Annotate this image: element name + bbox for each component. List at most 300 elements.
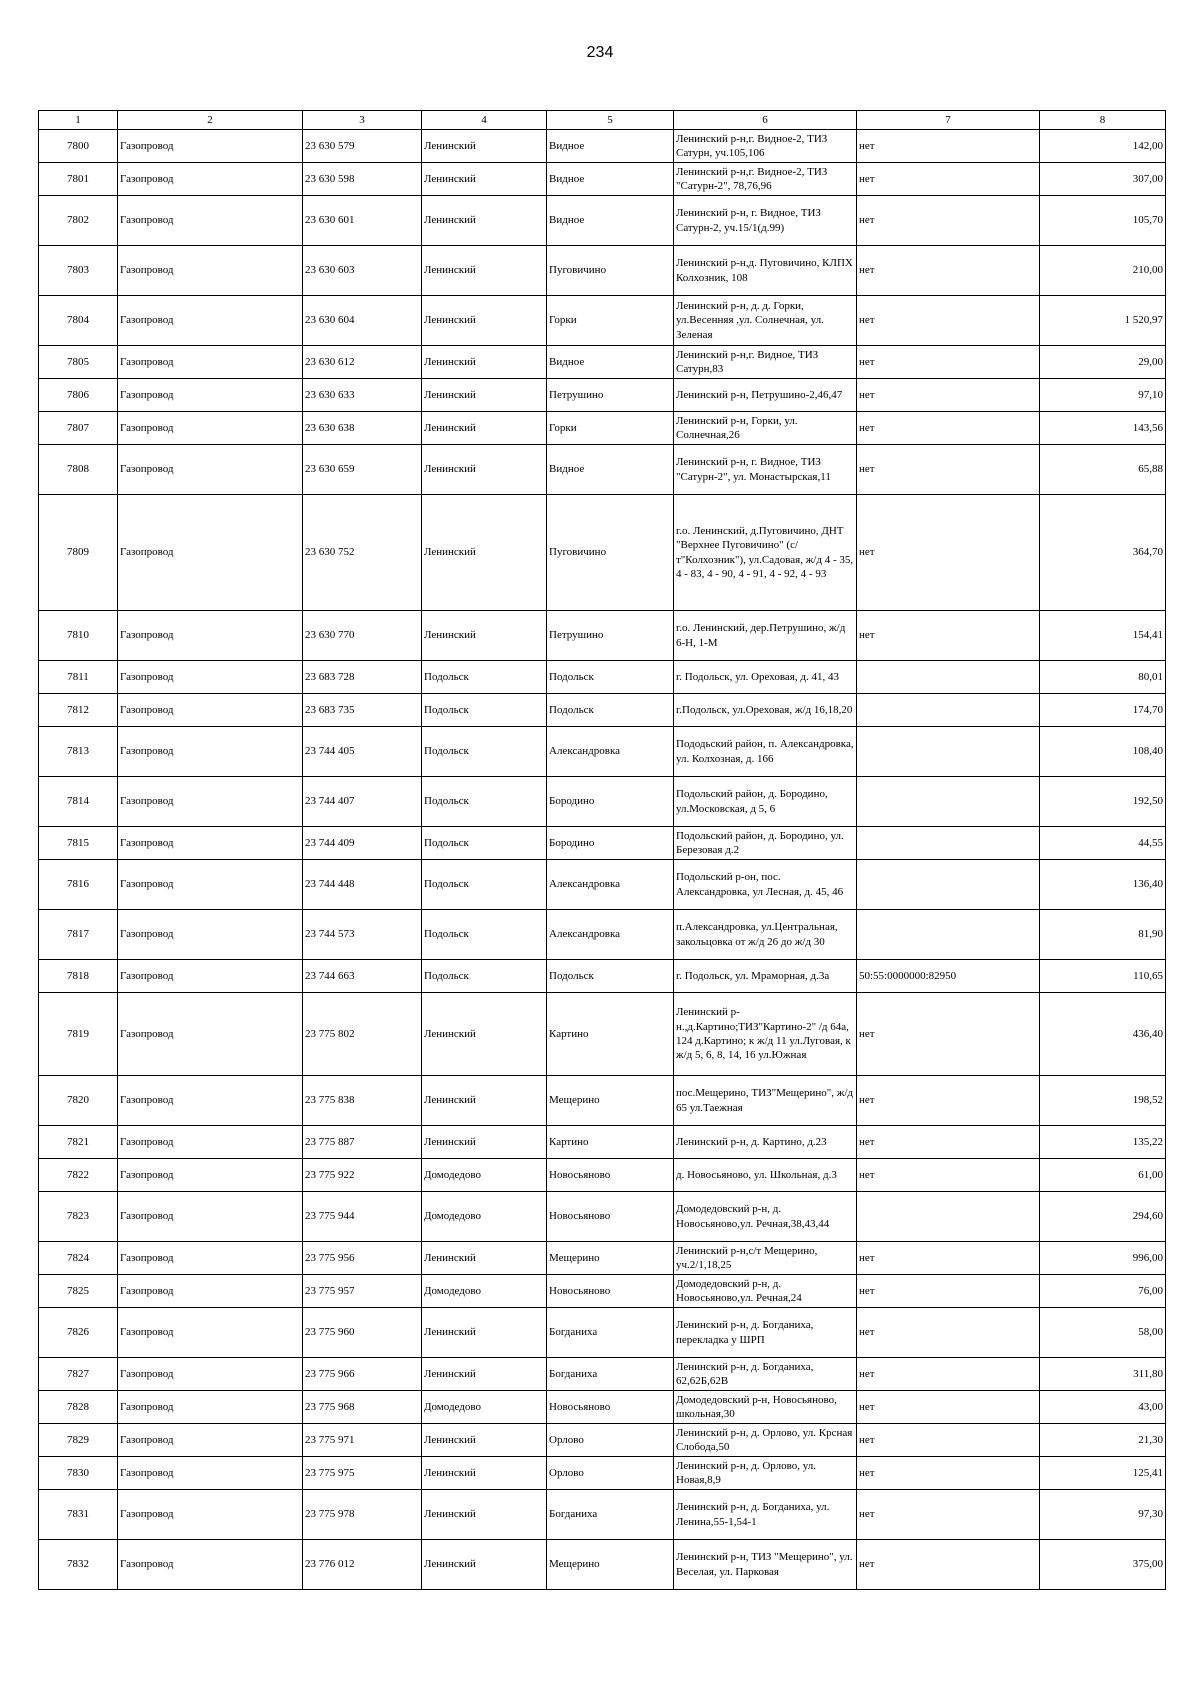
district-cell: Ленинский	[422, 379, 547, 412]
district-cell: Ленинский	[422, 130, 547, 163]
row-number-cell: 7824	[39, 1242, 118, 1275]
row-number-cell: 7812	[39, 694, 118, 727]
locality-cell: Подольск	[547, 661, 674, 694]
row-number-cell: 7804	[39, 296, 118, 346]
address-cell: Ленинский р-н, г. Видное, ТИЗ Сатурн-2, уч.15/1(д.99)	[674, 196, 857, 246]
table-row	[39, 1242, 1166, 1275]
column-header: 3	[303, 111, 422, 130]
area-cell: 65,88	[1040, 445, 1166, 495]
address-cell: Ленинский р-н,г. Видное-2, ТИЗ Сатурн, уч.105,106	[674, 130, 857, 163]
object-type-cell: Газопровод	[118, 960, 303, 993]
address-cell: Ленинский р-н,г. Видное-2, ТИЗ "Сатурн-2", 78,76,96	[674, 163, 857, 196]
cadastral-cell	[857, 910, 1040, 960]
table-row	[39, 1490, 1166, 1540]
area-cell: 210,00	[1040, 246, 1166, 296]
address-cell: Ленинский р-н.,д.Картино;ТИЗ"Картино-2" /д 64а, 124 д.Картино; к ж/д 11 ул.Луговая, к ж/д 5, 6, 8, 14, 16 ул.Южная	[674, 993, 857, 1076]
district-cell: Ленинский	[422, 611, 547, 661]
address-cell: Домодедовский р-н, д. Новосьяново,ул. Речная,24	[674, 1275, 857, 1308]
object-type-cell: Газопровод	[118, 1275, 303, 1308]
cadastral-cell: нет	[857, 1308, 1040, 1358]
district-cell: Ленинский	[422, 1076, 547, 1126]
column-header: 7	[857, 111, 1040, 130]
row-number-cell: 7819	[39, 993, 118, 1076]
area-cell: 97,10	[1040, 379, 1166, 412]
row-number-cell: 7820	[39, 1076, 118, 1126]
column-header: 6	[674, 111, 857, 130]
cadastral-cell: нет	[857, 1540, 1040, 1590]
locality-cell: Картино	[547, 1126, 674, 1159]
cadastral-cell: нет	[857, 412, 1040, 445]
area-cell: 154,41	[1040, 611, 1166, 661]
row-number-cell: 7823	[39, 1192, 118, 1242]
district-cell: Ленинский	[422, 296, 547, 346]
row-number-cell: 7825	[39, 1275, 118, 1308]
object-type-cell: Газопровод	[118, 777, 303, 827]
cadastral-cell: нет	[857, 1076, 1040, 1126]
object-type-cell: Газопровод	[118, 1126, 303, 1159]
address-cell: Ленинский р-н,д. Пуговичино, КЛПХ Колхозник, 108	[674, 246, 857, 296]
area-cell: 136,40	[1040, 860, 1166, 910]
table-row	[39, 960, 1166, 993]
object-code-cell: 23 776 012	[303, 1540, 422, 1590]
cadastral-cell: нет	[857, 1126, 1040, 1159]
locality-cell: Подольск	[547, 694, 674, 727]
object-code-cell: 23 775 960	[303, 1308, 422, 1358]
object-type-cell: Газопровод	[118, 910, 303, 960]
table-row	[39, 1159, 1166, 1192]
row-number-cell: 7817	[39, 910, 118, 960]
object-code-cell: 23 630 612	[303, 346, 422, 379]
address-cell: Ленинский р-н, Горки, ул. Солнечная,26	[674, 412, 857, 445]
object-type-cell: Газопровод	[118, 1192, 303, 1242]
table-row	[39, 1391, 1166, 1424]
locality-cell: Петрушино	[547, 611, 674, 661]
object-code-cell: 23 775 968	[303, 1391, 422, 1424]
area-cell: 311,80	[1040, 1358, 1166, 1391]
locality-cell: Орлово	[547, 1457, 674, 1490]
address-cell: Ленинский р-н, г. Видное, ТИЗ "Сатурн-2", ул. Монастырская,11	[674, 445, 857, 495]
address-cell: Домодедовский р-н, д. Новосьяново,ул. Речная,38,43,44	[674, 1192, 857, 1242]
object-type-cell: Газопровод	[118, 993, 303, 1076]
table-row	[39, 1308, 1166, 1358]
cadastral-cell: нет	[857, 130, 1040, 163]
object-type-cell: Газопровод	[118, 1391, 303, 1424]
area-cell: 364,70	[1040, 495, 1166, 611]
table-row	[39, 993, 1166, 1076]
locality-cell: Видное	[547, 346, 674, 379]
cadastral-cell	[857, 661, 1040, 694]
address-cell: г. Подольск, ул. Ореховая, д. 41, 43	[674, 661, 857, 694]
row-number-cell: 7828	[39, 1391, 118, 1424]
cadastral-cell: нет	[857, 1424, 1040, 1457]
object-type-cell: Газопровод	[118, 827, 303, 860]
address-cell: п.Александровка, ул.Центральная, закольцовка от ж/д 26 до ж/д 30	[674, 910, 857, 960]
table-row	[39, 611, 1166, 661]
district-cell: Ленинский	[422, 993, 547, 1076]
locality-cell: Новосьяново	[547, 1159, 674, 1192]
row-number-cell: 7816	[39, 860, 118, 910]
column-header: 1	[39, 111, 118, 130]
locality-cell: Видное	[547, 163, 674, 196]
object-type-cell: Газопровод	[118, 379, 303, 412]
cadastral-cell: нет	[857, 196, 1040, 246]
object-type-cell: Газопровод	[118, 163, 303, 196]
cadastral-cell: нет	[857, 1275, 1040, 1308]
row-number-cell: 7814	[39, 777, 118, 827]
cadastral-cell: нет	[857, 1457, 1040, 1490]
object-code-cell: 23 744 663	[303, 960, 422, 993]
table-row	[39, 1457, 1166, 1490]
address-cell: Ленинский р-н, ТИЗ "Мещерино", ул. Веселая, ул. Парковая	[674, 1540, 857, 1590]
table-row	[39, 196, 1166, 246]
table-row	[39, 1540, 1166, 1590]
row-number-cell: 7830	[39, 1457, 118, 1490]
object-type-cell: Газопровод	[118, 1457, 303, 1490]
table-row	[39, 727, 1166, 777]
object-type-cell: Газопровод	[118, 727, 303, 777]
cadastral-cell: нет	[857, 379, 1040, 412]
area-cell: 44,55	[1040, 827, 1166, 860]
row-number-cell: 7807	[39, 412, 118, 445]
row-number-cell: 7813	[39, 727, 118, 777]
area-cell: 198,52	[1040, 1076, 1166, 1126]
object-code-cell: 23 744 407	[303, 777, 422, 827]
address-cell: Пододьский район, п. Александровка, ул. Колхозная, д. 166	[674, 727, 857, 777]
object-code-cell: 23 630 638	[303, 412, 422, 445]
column-header: 2	[118, 111, 303, 130]
cadastral-cell	[857, 1192, 1040, 1242]
table-row	[39, 346, 1166, 379]
table-row	[39, 1076, 1166, 1126]
row-number-cell: 7831	[39, 1490, 118, 1540]
district-cell: Домодедово	[422, 1159, 547, 1192]
address-cell: г. Подольск, ул. Мраморная, д.3а	[674, 960, 857, 993]
address-cell: Домодедовский р-н, Новосьяново, школьная,30	[674, 1391, 857, 1424]
district-cell: Домодедово	[422, 1275, 547, 1308]
address-cell: Ленинский р-н, д. Богданиха, ул. Ленина,55-1,54-1	[674, 1490, 857, 1540]
row-number-cell: 7822	[39, 1159, 118, 1192]
district-cell: Ленинский	[422, 412, 547, 445]
district-cell: Ленинский	[422, 1308, 547, 1358]
address-cell: Ленинский р-н, д. Картино, д.23	[674, 1126, 857, 1159]
table-row	[39, 1192, 1166, 1242]
row-number-cell: 7800	[39, 130, 118, 163]
locality-cell: Александровка	[547, 860, 674, 910]
object-code-cell: 23 775 975	[303, 1457, 422, 1490]
object-type-cell: Газопровод	[118, 1358, 303, 1391]
district-cell: Подольск	[422, 960, 547, 993]
row-number-cell: 7818	[39, 960, 118, 993]
object-type-cell: Газопровод	[118, 661, 303, 694]
column-header: 8	[1040, 111, 1166, 130]
district-cell: Ленинский	[422, 445, 547, 495]
cadastral-cell: нет	[857, 993, 1040, 1076]
table-row	[39, 495, 1166, 611]
object-code-cell: 23 775 944	[303, 1192, 422, 1242]
locality-cell: Петрушино	[547, 379, 674, 412]
table-row	[39, 1358, 1166, 1391]
locality-cell: Новосьяново	[547, 1275, 674, 1308]
row-number-cell: 7809	[39, 495, 118, 611]
locality-cell: Богданиха	[547, 1490, 674, 1540]
address-cell: д. Новосьяново, ул. Школьная, д.3	[674, 1159, 857, 1192]
locality-cell: Мещерино	[547, 1540, 674, 1590]
locality-cell: Горки	[547, 296, 674, 346]
table-row	[39, 412, 1166, 445]
object-type-cell: Газопровод	[118, 1076, 303, 1126]
row-number-cell: 7806	[39, 379, 118, 412]
table-row	[39, 1275, 1166, 1308]
cadastral-cell: нет	[857, 1391, 1040, 1424]
area-cell: 375,00	[1040, 1540, 1166, 1590]
object-type-cell: Газопровод	[118, 130, 303, 163]
district-cell: Ленинский	[422, 1457, 547, 1490]
cadastral-cell: нет	[857, 1490, 1040, 1540]
area-cell: 80,01	[1040, 661, 1166, 694]
table-row	[39, 860, 1166, 910]
district-cell: Ленинский	[422, 1242, 547, 1275]
district-cell: Подольск	[422, 910, 547, 960]
cadastral-cell: нет	[857, 246, 1040, 296]
object-type-cell: Газопровод	[118, 1424, 303, 1457]
area-cell: 192,50	[1040, 777, 1166, 827]
object-type-cell: Газопровод	[118, 412, 303, 445]
table-row	[39, 445, 1166, 495]
cadastral-cell: нет	[857, 1358, 1040, 1391]
address-cell: пос.Мещерино, ТИЗ"Мещерино", ж/д 65 ул.Таежная	[674, 1076, 857, 1126]
table-row	[39, 379, 1166, 412]
object-type-cell: Газопровод	[118, 860, 303, 910]
locality-cell: Богданиха	[547, 1308, 674, 1358]
district-cell: Подольск	[422, 860, 547, 910]
registry-table	[38, 110, 1166, 1590]
district-cell: Ленинский	[422, 1358, 547, 1391]
area-cell: 174,70	[1040, 694, 1166, 727]
object-code-cell: 23 630 752	[303, 495, 422, 611]
district-cell: Ленинский	[422, 196, 547, 246]
cadastral-cell: нет	[857, 495, 1040, 611]
cadastral-cell	[857, 827, 1040, 860]
address-cell: г.о. Ленинский, дер.Петрушино, ж/д 6-Н, 1-М	[674, 611, 857, 661]
object-code-cell: 23 630 633	[303, 379, 422, 412]
row-number-cell: 7832	[39, 1540, 118, 1590]
object-code-cell: 23 630 604	[303, 296, 422, 346]
locality-cell: Подольск	[547, 960, 674, 993]
cadastral-cell	[857, 777, 1040, 827]
object-code-cell: 23 630 770	[303, 611, 422, 661]
row-number-cell: 7826	[39, 1308, 118, 1358]
locality-cell: Новосьяново	[547, 1192, 674, 1242]
area-cell: 61,00	[1040, 1159, 1166, 1192]
object-code-cell: 23 744 448	[303, 860, 422, 910]
address-cell: Ленинский р-н,г. Видное, ТИЗ Сатурн,83	[674, 346, 857, 379]
object-type-cell: Газопровод	[118, 196, 303, 246]
table-row	[39, 827, 1166, 860]
locality-cell: Мещерино	[547, 1242, 674, 1275]
district-cell: Ленинский	[422, 1424, 547, 1457]
cadastral-cell: нет	[857, 346, 1040, 379]
area-cell: 294,60	[1040, 1192, 1166, 1242]
object-code-cell: 23 775 838	[303, 1076, 422, 1126]
area-cell: 105,70	[1040, 196, 1166, 246]
area-cell: 307,00	[1040, 163, 1166, 196]
column-header: 4	[422, 111, 547, 130]
object-code-cell: 23 775 956	[303, 1242, 422, 1275]
table-row	[39, 1424, 1166, 1457]
address-cell: г.о. Ленинский, д.Пуговичино, ДНТ "Верхнее Пуговичино" (с/т"Колхозник"), ул.Садовая, ж/д 4 - 35, 4 - 83, 4 - 90, 4 - 91, 4 - 92, 4 - 93	[674, 495, 857, 611]
object-code-cell: 23 775 957	[303, 1275, 422, 1308]
area-cell: 81,90	[1040, 910, 1166, 960]
address-cell: Подольский район, д. Бородино, ул.Московская, д 5, 6	[674, 777, 857, 827]
locality-cell: Бородино	[547, 777, 674, 827]
district-cell: Домодедово	[422, 1391, 547, 1424]
object-type-cell: Газопровод	[118, 1490, 303, 1540]
cadastral-cell: нет	[857, 163, 1040, 196]
table-row	[39, 246, 1166, 296]
address-cell: Ленинский р-н, д. Орлово, ул. Крсная Слобода,50	[674, 1424, 857, 1457]
address-cell: Ленинский р-н,с/т Мещерино, уч.2/1,18,25	[674, 1242, 857, 1275]
object-type-cell: Газопровод	[118, 495, 303, 611]
locality-cell: Видное	[547, 196, 674, 246]
address-cell: Ленинский р-н, д. Богданиха, перекладка у ШРП	[674, 1308, 857, 1358]
object-code-cell: 23 775 922	[303, 1159, 422, 1192]
locality-cell: Бородино	[547, 827, 674, 860]
district-cell: Ленинский	[422, 163, 547, 196]
row-number-cell: 7805	[39, 346, 118, 379]
page-number: 234	[586, 44, 614, 61]
district-cell: Подольск	[422, 694, 547, 727]
cadastral-cell	[857, 694, 1040, 727]
row-number-cell: 7827	[39, 1358, 118, 1391]
object-type-cell: Газопровод	[118, 445, 303, 495]
row-number-cell: 7815	[39, 827, 118, 860]
object-code-cell: 23 744 573	[303, 910, 422, 960]
district-cell: Подольск	[422, 827, 547, 860]
district-cell: Ленинский	[422, 495, 547, 611]
table-row	[39, 661, 1166, 694]
row-number-cell: 7803	[39, 246, 118, 296]
object-code-cell: 23 683 735	[303, 694, 422, 727]
cadastral-cell: нет	[857, 1159, 1040, 1192]
district-cell: Ленинский	[422, 1490, 547, 1540]
address-cell: Подольский р-он, пос. Александровка, ул Лесная, д. 45, 46	[674, 860, 857, 910]
object-type-cell: Газопровод	[118, 1540, 303, 1590]
cadastral-cell	[857, 860, 1040, 910]
object-type-cell: Газопровод	[118, 1242, 303, 1275]
address-cell: Ленинский р-н, д. Орлово, ул. Новая,8,9	[674, 1457, 857, 1490]
row-number-cell: 7829	[39, 1424, 118, 1457]
object-type-cell: Газопровод	[118, 246, 303, 296]
district-cell: Ленинский	[422, 1540, 547, 1590]
row-number-cell: 7811	[39, 661, 118, 694]
address-cell: г.Подольск, ул.Ореховая, ж/д 16,18,20	[674, 694, 857, 727]
area-cell: 135,22	[1040, 1126, 1166, 1159]
area-cell: 110,65	[1040, 960, 1166, 993]
area-cell: 76,00	[1040, 1275, 1166, 1308]
object-code-cell: 23 775 971	[303, 1424, 422, 1457]
area-cell: 1 520,97	[1040, 296, 1166, 346]
row-number-cell: 7810	[39, 611, 118, 661]
locality-cell: Орлово	[547, 1424, 674, 1457]
locality-cell: Видное	[547, 445, 674, 495]
area-cell: 143,56	[1040, 412, 1166, 445]
column-header: 5	[547, 111, 674, 130]
address-cell: Подольский район, д. Бородино, ул. Березовая д.2	[674, 827, 857, 860]
object-code-cell: 23 630 579	[303, 130, 422, 163]
address-cell: Ленинский р-н, д. д. Горки, ул.Весенняя ,ул. Солнечная, ул. Зеленая	[674, 296, 857, 346]
table-row	[39, 130, 1166, 163]
table-row	[39, 694, 1166, 727]
district-cell: Домодедово	[422, 1192, 547, 1242]
row-number-cell: 7802	[39, 196, 118, 246]
locality-cell: Пуговичино	[547, 495, 674, 611]
object-type-cell: Газопровод	[118, 346, 303, 379]
locality-cell: Горки	[547, 412, 674, 445]
district-cell: Подольск	[422, 777, 547, 827]
header-row	[39, 111, 1166, 130]
district-cell: Подольск	[422, 727, 547, 777]
object-code-cell: 23 775 802	[303, 993, 422, 1076]
cadastral-cell: нет	[857, 1242, 1040, 1275]
locality-cell: Александровка	[547, 727, 674, 777]
district-cell: Ленинский	[422, 346, 547, 379]
locality-cell: Картино	[547, 993, 674, 1076]
locality-cell: Мещерино	[547, 1076, 674, 1126]
cadastral-cell: 50:55:0000000:82950	[857, 960, 1040, 993]
address-cell: Ленинский р-н, д. Богданиха, 62,62Б,62В	[674, 1358, 857, 1391]
object-code-cell: 23 775 887	[303, 1126, 422, 1159]
cadastral-cell	[857, 727, 1040, 777]
table-row	[39, 163, 1166, 196]
object-code-cell: 23 630 598	[303, 163, 422, 196]
object-code-cell: 23 744 409	[303, 827, 422, 860]
area-cell: 125,41	[1040, 1457, 1166, 1490]
district-cell: Ленинский	[422, 1126, 547, 1159]
table-row	[39, 910, 1166, 960]
object-code-cell: 23 744 405	[303, 727, 422, 777]
locality-cell: Александровка	[547, 910, 674, 960]
area-cell: 97,30	[1040, 1490, 1166, 1540]
area-cell: 996,00	[1040, 1242, 1166, 1275]
object-code-cell: 23 775 978	[303, 1490, 422, 1540]
table-row	[39, 296, 1166, 346]
locality-cell: Видное	[547, 130, 674, 163]
area-cell: 43,00	[1040, 1391, 1166, 1424]
object-code-cell: 23 630 659	[303, 445, 422, 495]
district-cell: Подольск	[422, 661, 547, 694]
area-cell: 108,40	[1040, 727, 1166, 777]
row-number-cell: 7808	[39, 445, 118, 495]
area-cell: 21,30	[1040, 1424, 1166, 1457]
table-row	[39, 777, 1166, 827]
cadastral-cell: нет	[857, 296, 1040, 346]
object-code-cell: 23 683 728	[303, 661, 422, 694]
address-cell: Ленинский р-н, Петрушино-2,46,47	[674, 379, 857, 412]
object-code-cell: 23 775 966	[303, 1358, 422, 1391]
area-cell: 29,00	[1040, 346, 1166, 379]
table-row	[39, 1126, 1166, 1159]
object-type-cell: Газопровод	[118, 296, 303, 346]
locality-cell: Пуговичино	[547, 246, 674, 296]
district-cell: Ленинский	[422, 246, 547, 296]
area-cell: 58,00	[1040, 1308, 1166, 1358]
object-type-cell: Газопровод	[118, 694, 303, 727]
object-code-cell: 23 630 603	[303, 246, 422, 296]
area-cell: 142,00	[1040, 130, 1166, 163]
cadastral-cell: нет	[857, 445, 1040, 495]
cadastral-cell: нет	[857, 611, 1040, 661]
object-type-cell: Газопровод	[118, 1308, 303, 1358]
